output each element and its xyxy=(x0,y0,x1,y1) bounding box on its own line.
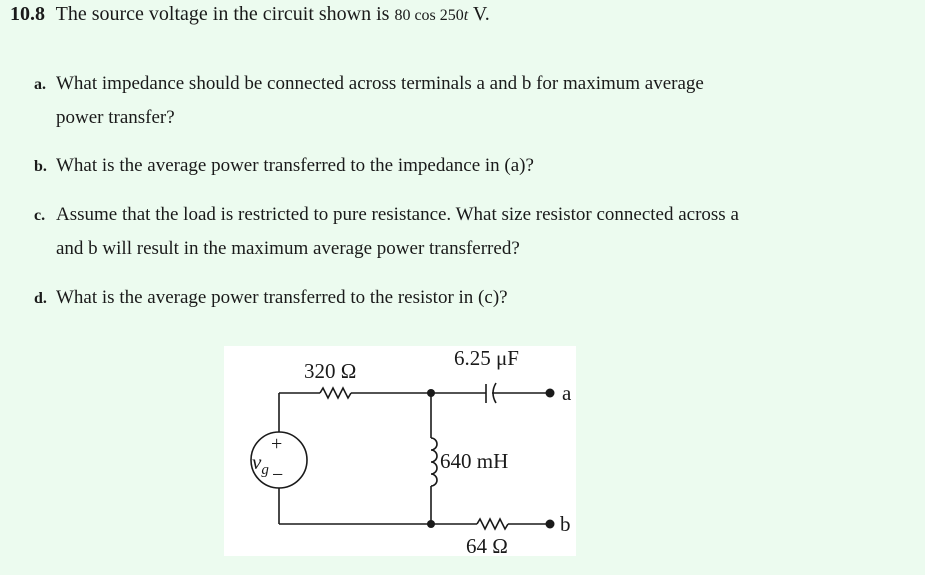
part-d xyxy=(34,281,894,315)
part-letter: d. xyxy=(34,290,47,307)
resistor-64 xyxy=(477,519,508,529)
resistor-320 xyxy=(320,388,351,398)
junction-dot-top xyxy=(427,389,435,397)
part-text: What is the average power transferred to the resistor in (c)? xyxy=(56,287,508,308)
part-text-continued: power transfer? xyxy=(56,107,175,128)
statement-suffix: V. xyxy=(468,3,490,25)
part-text: What impedance should be connected across terminals a and b for maximum average xyxy=(56,73,704,94)
terminal-b-dot xyxy=(546,520,555,529)
terminal-b-label: b xyxy=(560,512,571,536)
terminal-a-dot xyxy=(546,389,555,398)
terminal-a-label: a xyxy=(562,381,572,405)
source-minus-sign: − xyxy=(272,464,284,486)
statement-var: t xyxy=(463,7,469,24)
part-a xyxy=(34,67,894,134)
part-c xyxy=(34,198,894,265)
source-label-v: v xyxy=(252,450,262,474)
problem-statement xyxy=(10,2,490,28)
part-text-continued: and b will result in the maximum average power transferred? xyxy=(56,238,520,259)
circuit-diagram xyxy=(224,346,576,556)
resistor-320-label: 320 Ω xyxy=(304,359,357,383)
source-plus-sign: + xyxy=(271,433,283,455)
junction-dot-bottom xyxy=(427,520,435,528)
part-letter: b. xyxy=(34,158,47,175)
inductor-label: 640 mH xyxy=(440,449,509,473)
part-letter: a. xyxy=(34,76,46,93)
part-b xyxy=(34,149,894,183)
source-label xyxy=(252,451,269,481)
source-label-subscript: g xyxy=(261,462,269,479)
part-text: Assume that the load is restricted to pure resistance. What size resistor connected across a xyxy=(56,204,739,225)
problem-number: 10.8 xyxy=(10,3,45,25)
capacitor-label: 6.25 μF xyxy=(454,346,519,370)
resistor-64-label: 64 Ω xyxy=(466,534,508,558)
statement-math: 80 cos 250 xyxy=(394,7,464,24)
inductor-640mH xyxy=(431,438,437,486)
part-letter: c. xyxy=(34,207,46,224)
statement-prefix: The source voltage in the circuit shown is xyxy=(55,3,395,25)
part-text: What is the average power transferred to the impedance in (a)? xyxy=(56,155,534,176)
